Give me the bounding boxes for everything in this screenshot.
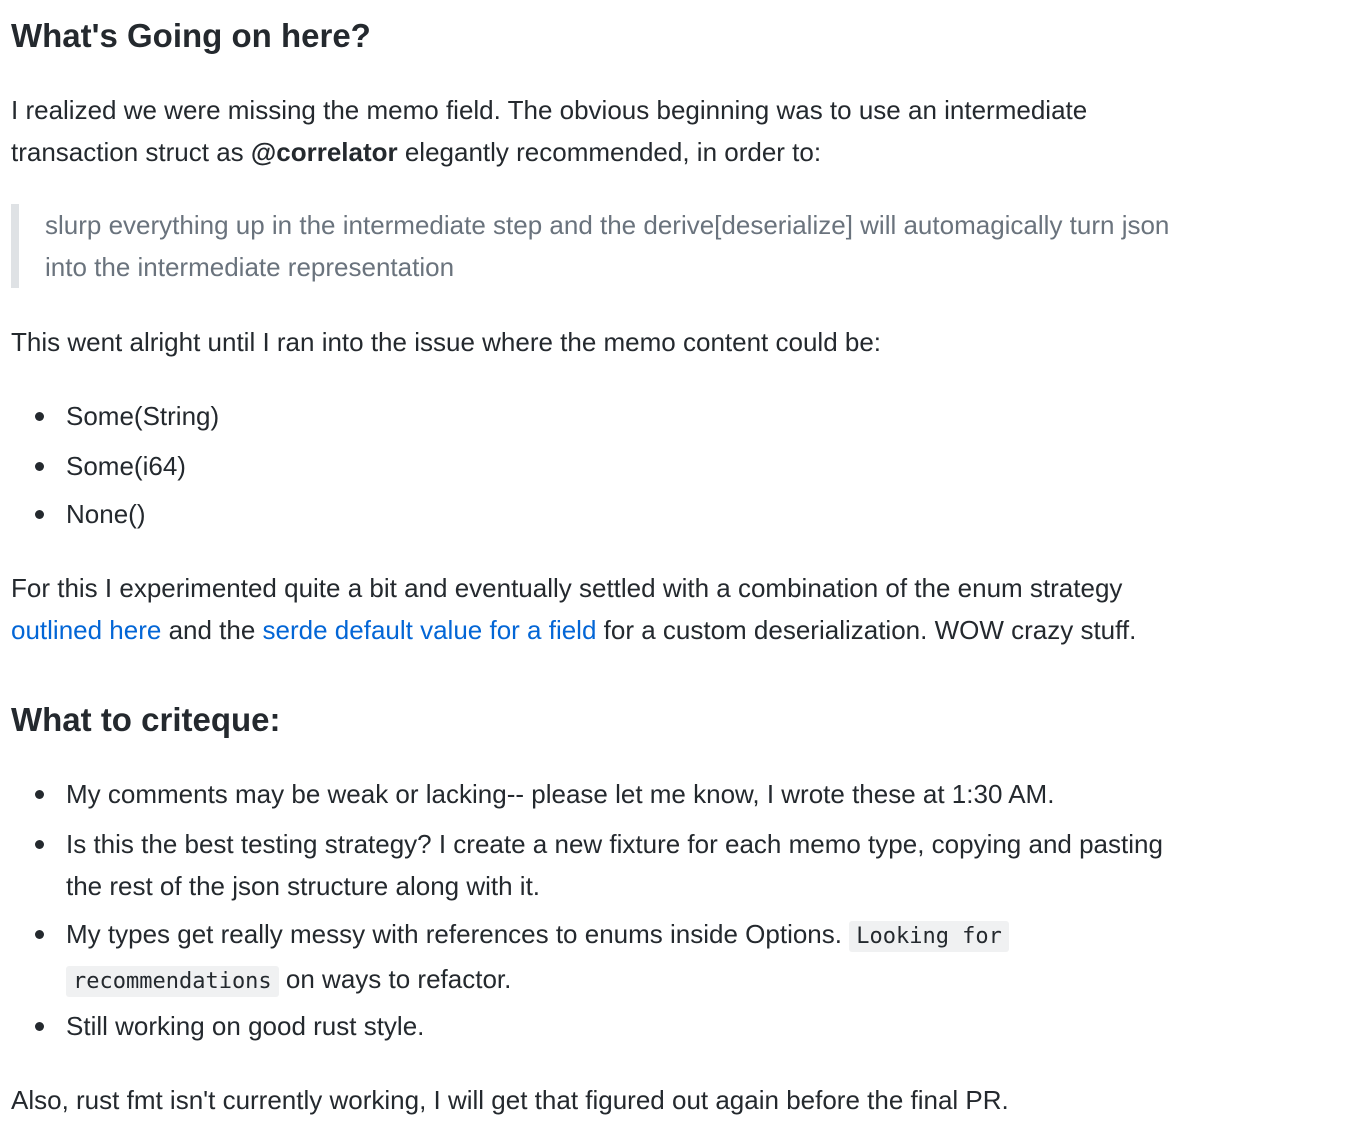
bullet-icon <box>35 462 44 471</box>
strategy-paragraph <box>11 567 1136 651</box>
list-item: None() <box>66 499 146 529</box>
outlined-here-link[interactable]: outlined here <box>11 615 162 645</box>
strategy-connector: and the <box>161 615 263 645</box>
bullet-icon <box>35 510 44 519</box>
blockquote-line-2: into the intermediate representation <box>45 252 455 282</box>
bullet-icon <box>35 412 44 421</box>
user-mention-link[interactable]: @correlator <box>250 137 398 167</box>
list-item: Some(i64) <box>66 451 186 481</box>
strategy-line-1: For this I experimented quite a bit and eventually settled with a combination of the enum strategy <box>11 573 1123 603</box>
bullet-icon <box>35 790 44 799</box>
list-item: My comments may be weak or lacking-- please let me know, I wrote these at 1:30 AM. <box>66 779 1055 809</box>
list-item <box>66 823 1163 907</box>
blockquote-text <box>45 204 1169 288</box>
list-item-line-1: My types get really messy with references to enums inside Options. <box>66 919 850 949</box>
serde-default-value-link[interactable]: serde default value for a field <box>262 615 597 645</box>
intro-line-2-end: elegantly recommended, in order to: <box>397 137 822 167</box>
bullet-icon <box>35 930 44 939</box>
intro-line-2-start: transaction struct as <box>11 137 251 167</box>
section-heading-what-to-critique: What to criteque: <box>11 701 281 738</box>
list-item-line-1: Is this the best testing strategy? I create a new fixture for each memo type, copying and pasting <box>66 829 1163 859</box>
list-item-line-2: on ways to refactor. <box>278 964 512 994</box>
inline-code: recommendations <box>66 966 279 997</box>
bullet-icon <box>35 1022 44 1031</box>
list-item: Some(String) <box>66 401 220 431</box>
inline-code: Looking for <box>849 921 1009 952</box>
section-heading-whats-going-on: What's Going on here? <box>11 17 371 54</box>
list-item: Still working on good rust style. <box>66 1011 425 1041</box>
strategy-line-2-end: for a custom deserialization. WOW crazy stuff. <box>596 615 1137 645</box>
blockquote <box>11 204 1341 288</box>
list-item <box>66 913 1009 1003</box>
closing-paragraph: Also, rust fmt isn't currently working, I will get that figured out again before the final PR. <box>11 1085 1009 1115</box>
list-item-line-2: the rest of the json structure along with it. <box>66 871 541 901</box>
memo-issue-paragraph: This went alright until I ran into the issue where the memo content could be: <box>11 327 882 357</box>
intro-line-1: I realized we were missing the memo field. The obvious beginning was to use an intermediate <box>11 95 1088 125</box>
intro-paragraph <box>11 89 1087 173</box>
bullet-icon <box>35 840 44 849</box>
blockquote-line-1: slurp everything up in the intermediate step and the derive[deserialize] will automagically turn json <box>45 210 1170 240</box>
